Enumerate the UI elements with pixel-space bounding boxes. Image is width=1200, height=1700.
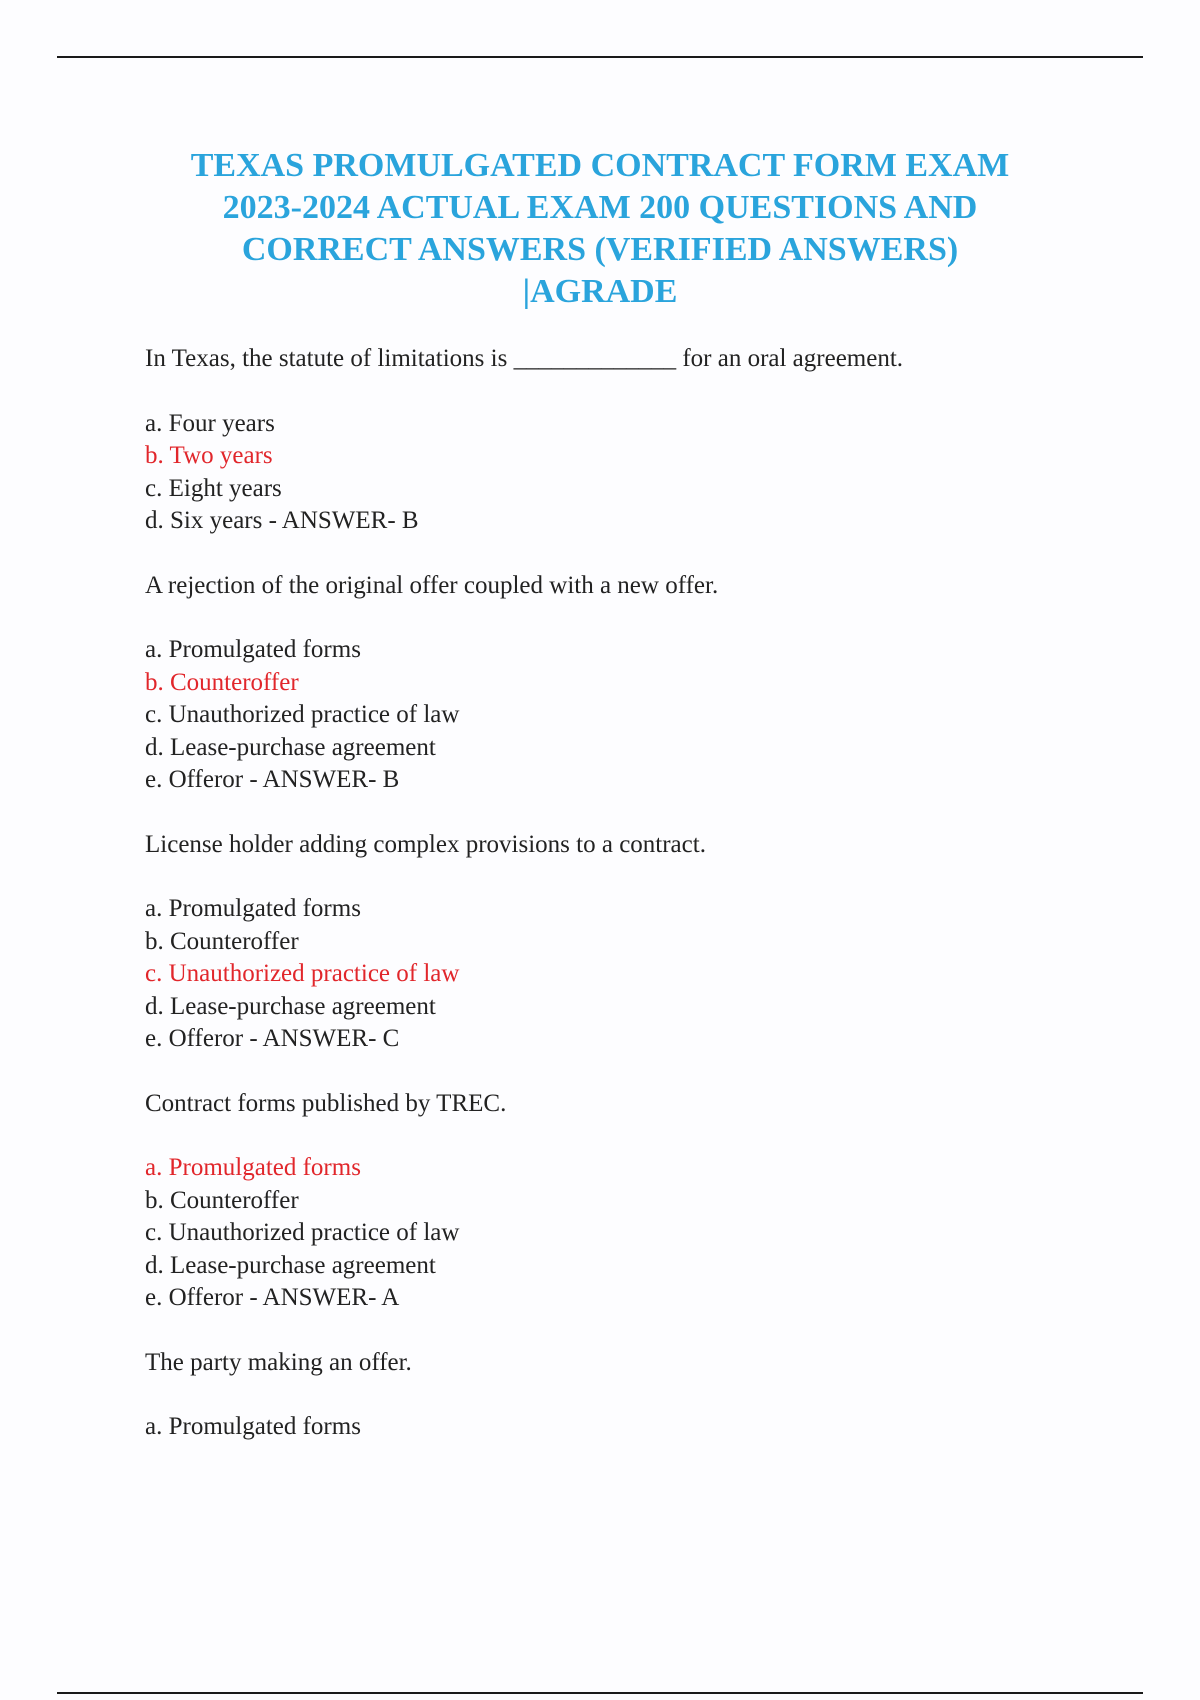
bottom-rule (57, 1692, 1143, 1694)
correct-answer-option: c. Unauthorized practice of law (145, 960, 460, 987)
question-block (145, 1347, 1105, 1444)
question-prompt: In Texas, the statute of limitations is _____________ for an oral agreement. (145, 345, 904, 372)
question-block (145, 1088, 1105, 1315)
question-list (145, 343, 1105, 1476)
answer-option: d. Six years - ANSWER- B (145, 507, 419, 534)
question-prompt: The party making an offer. (145, 1348, 412, 1376)
top-rule (57, 56, 1143, 58)
correct-answer-option: b. Counteroffer (145, 668, 299, 696)
answer-option: a. Promulgated forms (145, 1413, 361, 1440)
answer-option: a. Four years (145, 409, 275, 437)
answer-option: c. Unauthorized practice of law (145, 1219, 460, 1246)
answer-options (145, 1152, 1105, 1315)
question-block (145, 829, 1105, 1056)
answer-option: c. Eight years (145, 474, 282, 502)
answer-option: b. Counteroffer (145, 927, 299, 955)
question-block (145, 343, 1105, 538)
answer-options (145, 893, 1105, 1056)
question-prompt: Contract forms published by TREC. (145, 1089, 507, 1117)
answer-option: e. Offeror - ANSWER- C (145, 1025, 400, 1052)
title-line: CORRECT ANSWERS (VERIFIED ANSWERS) (241, 231, 959, 268)
answer-option: d. Lease-purchase agreement (145, 733, 436, 761)
question-prompt: License holder adding complex provisions to a contract. (145, 830, 706, 858)
question-prompt: A rejection of the original offer coupled with a new offer. (145, 571, 719, 599)
title-line: 2023-2024 ACTUAL EXAM 200 QUESTIONS AND (222, 189, 978, 226)
answer-options (145, 408, 1105, 538)
correct-answer-option: b. Two years (145, 442, 273, 469)
answer-option: d. Lease-purchase agreement (145, 1251, 436, 1279)
answer-option: a. Promulgated forms (145, 636, 361, 663)
answer-option: e. Offeror - ANSWER- A (145, 1284, 400, 1311)
answer-options (145, 634, 1105, 797)
title-line: TEXAS PROMULGATED CONTRACT FORM EXAM (190, 147, 1010, 184)
document-title (100, 145, 1100, 313)
answer-options (145, 1411, 1105, 1444)
question-block (145, 570, 1105, 797)
correct-answer-option: a. Promulgated forms (145, 1154, 361, 1181)
answer-option: c. Unauthorized practice of law (145, 701, 460, 728)
answer-option: b. Counteroffer (145, 1186, 299, 1214)
answer-option: e. Offeror - ANSWER- B (145, 766, 400, 793)
title-line: |AGRADE (522, 273, 678, 310)
answer-option: a. Promulgated forms (145, 895, 361, 922)
answer-option: d. Lease-purchase agreement (145, 992, 436, 1020)
